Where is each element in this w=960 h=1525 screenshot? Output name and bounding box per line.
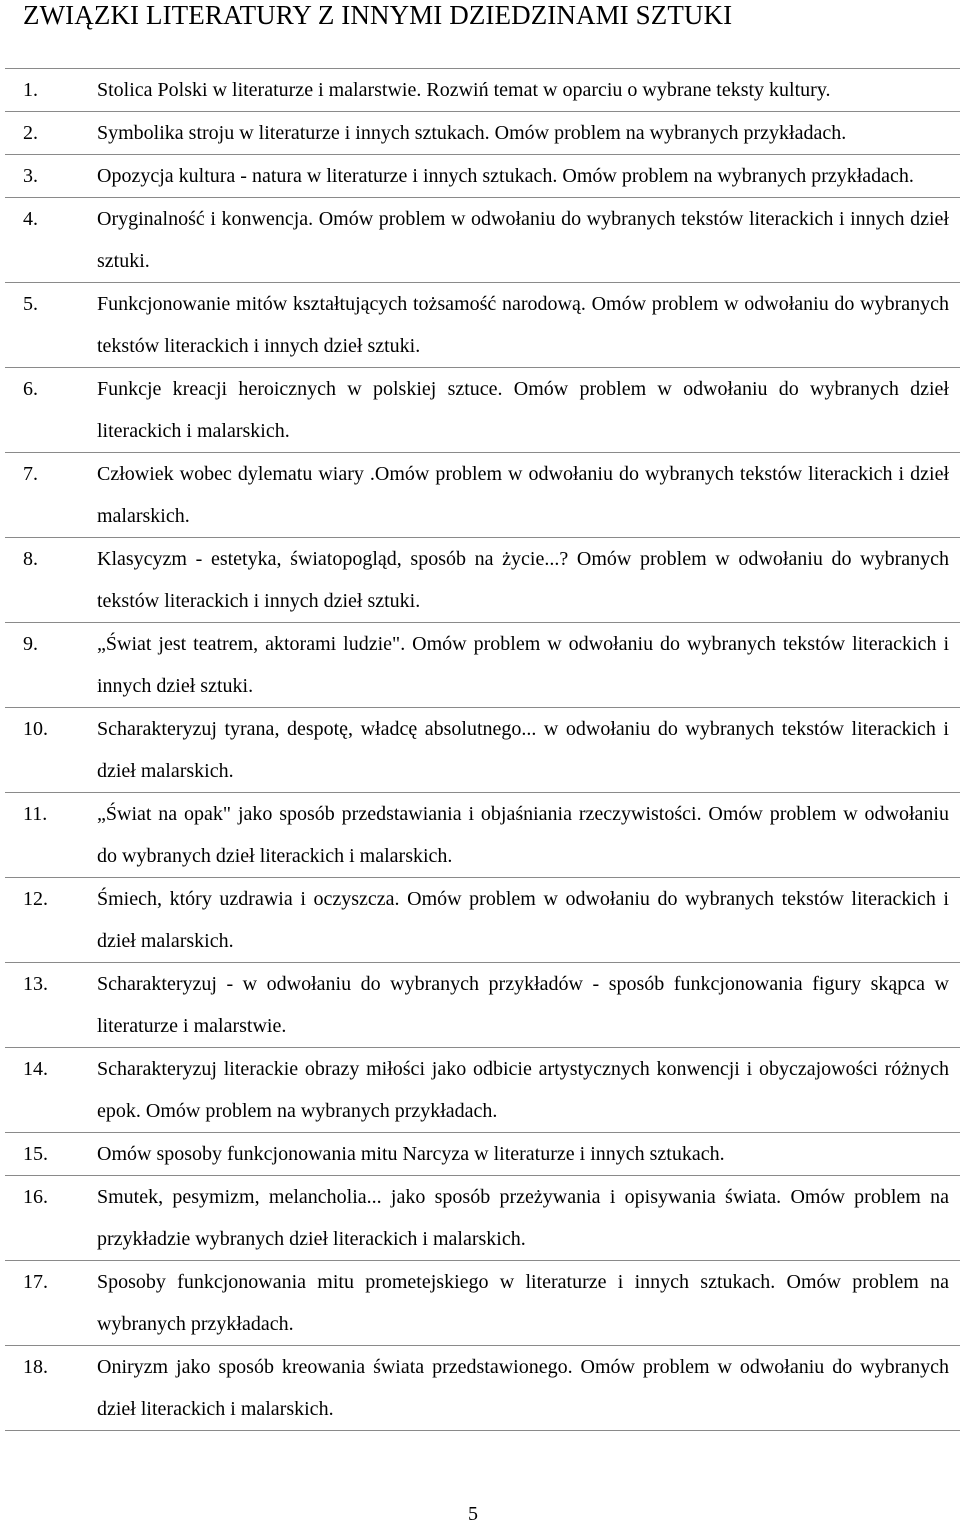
table-row bbox=[5, 708, 960, 793]
table-row bbox=[5, 793, 960, 878]
topic-number: 13. bbox=[5, 963, 97, 1048]
topic-text: Człowiek wobec dylematu wiary .Omów problem w odwołaniu do wybranych tekstów literackich i dzieł malarskich. bbox=[97, 453, 960, 538]
topic-number: 14. bbox=[5, 1048, 97, 1133]
table-row bbox=[5, 1133, 960, 1176]
table-row bbox=[5, 453, 960, 538]
topic-text: Śmiech, który uzdrawia i oczyszcza. Omów problem w odwołaniu do wybranych tekstów literackich i dzieł malarskich. bbox=[97, 878, 960, 963]
topic-number: 18. bbox=[5, 1346, 97, 1431]
table-row bbox=[5, 155, 960, 198]
topic-number: 1. bbox=[5, 69, 97, 112]
topic-number: 6. bbox=[5, 368, 97, 453]
table-row bbox=[5, 1176, 960, 1261]
topic-number: 12. bbox=[5, 878, 97, 963]
topic-text: „Świat jest teatrem, aktorami ludzie". Omów problem w odwołaniu do wybranych tekstów literackich i innych dzieł sztuki. bbox=[97, 623, 960, 708]
table-row bbox=[5, 1048, 960, 1133]
topic-text: Stolica Polski w literaturze i malarstwie. Rozwiń temat w oparciu o wybrane teksty kultury. bbox=[97, 69, 960, 112]
table-row bbox=[5, 198, 960, 283]
topic-number: 2. bbox=[5, 112, 97, 155]
topic-text: Scharakteryzuj tyrana, despotę, władcę absolutnego... w odwołaniu do wybranych tekstów literackich i dzieł malarskich. bbox=[97, 708, 960, 793]
table-row bbox=[5, 368, 960, 453]
topic-number: 4. bbox=[5, 198, 97, 283]
topic-text: Oryginalność i konwencja. Omów problem w odwołaniu do wybranych tekstów literackich i innych dzieł sztuki. bbox=[97, 198, 960, 283]
page-number: 5 bbox=[468, 1503, 478, 1525]
topic-number: 3. bbox=[5, 155, 97, 198]
topic-number: 10. bbox=[5, 708, 97, 793]
table-row bbox=[5, 538, 960, 623]
topic-number: 9. bbox=[5, 623, 97, 708]
table-row bbox=[5, 1261, 960, 1346]
topic-number: 17. bbox=[5, 1261, 97, 1346]
topic-text: Klasycyzm - estetyka, światopogląd, sposób na życie...? Omów problem w odwołaniu do wybranych tekstów literackich i innych dzieł sztuki. bbox=[97, 538, 960, 623]
topics-table bbox=[5, 68, 960, 1431]
topic-text: Opozycja kultura - natura w literaturze i innych sztukach. Omów problem na wybranych przykładach. bbox=[97, 155, 960, 198]
topic-text: Funkcjonowanie mitów kształtujących tożsamość narodową. Omów problem w odwołaniu do wybranych tekstów literackich i innych dzieł sztuki. bbox=[97, 283, 960, 368]
topic-text: Sposoby funkcjonowania mitu prometejskiego w literaturze i innych sztukach. Omów problem na wybranych przykładach. bbox=[97, 1261, 960, 1346]
topic-text: Funkcje kreacji heroicznych w polskiej sztuce. Omów problem w odwołaniu do wybranych dzieł literackich i malarskich. bbox=[97, 368, 960, 453]
topic-number: 11. bbox=[5, 793, 97, 878]
table-row bbox=[5, 69, 960, 112]
topic-number: 8. bbox=[5, 538, 97, 623]
topic-text: Omów sposoby funkcjonowania mitu Narcyza w literaturze i innych sztukach. bbox=[97, 1133, 960, 1176]
table-row bbox=[5, 1346, 960, 1431]
table-row bbox=[5, 283, 960, 368]
table-row bbox=[5, 623, 960, 708]
topic-number: 7. bbox=[5, 453, 97, 538]
topic-number: 5. bbox=[5, 283, 97, 368]
topic-number: 15. bbox=[5, 1133, 97, 1176]
topic-text: Scharakteryzuj - w odwołaniu do wybranych przykładów - sposób funkcjonowania figury skąpca w literaturze i malarstwie. bbox=[97, 963, 960, 1048]
topic-text: Symbolika stroju w literaturze i innych sztukach. Omów problem na wybranych przykładach. bbox=[97, 112, 960, 155]
topic-text: Smutek, pesymizm, melancholia... jako sposób przeżywania i opisywania świata. Omów problem na przykładzie wybranych dzieł literackich i malarskich. bbox=[97, 1176, 960, 1261]
table-row bbox=[5, 112, 960, 155]
page-title: ZWIĄZKI LITERATURY Z INNYMI DZIEDZINAMI SZTUKI bbox=[23, 0, 733, 30]
topic-text: Scharakteryzuj literackie obrazy miłości jako odbicie artystycznych konwencji i obyczajowości różnych epok. Omów problem na wybranych przykładach. bbox=[97, 1048, 960, 1133]
topic-text: „Świat na opak" jako sposób przedstawiania i objaśniania rzeczywistości. Omów problem w odwołaniu do wybranych dzieł literackich i malarskich. bbox=[97, 793, 960, 878]
table-row bbox=[5, 963, 960, 1048]
topic-number: 16. bbox=[5, 1176, 97, 1261]
topic-text: Oniryzm jako sposób kreowania świata przedstawionego. Omów problem w odwołaniu do wybranych dzieł literackich i malarskich. bbox=[97, 1346, 960, 1431]
table-row bbox=[5, 878, 960, 963]
